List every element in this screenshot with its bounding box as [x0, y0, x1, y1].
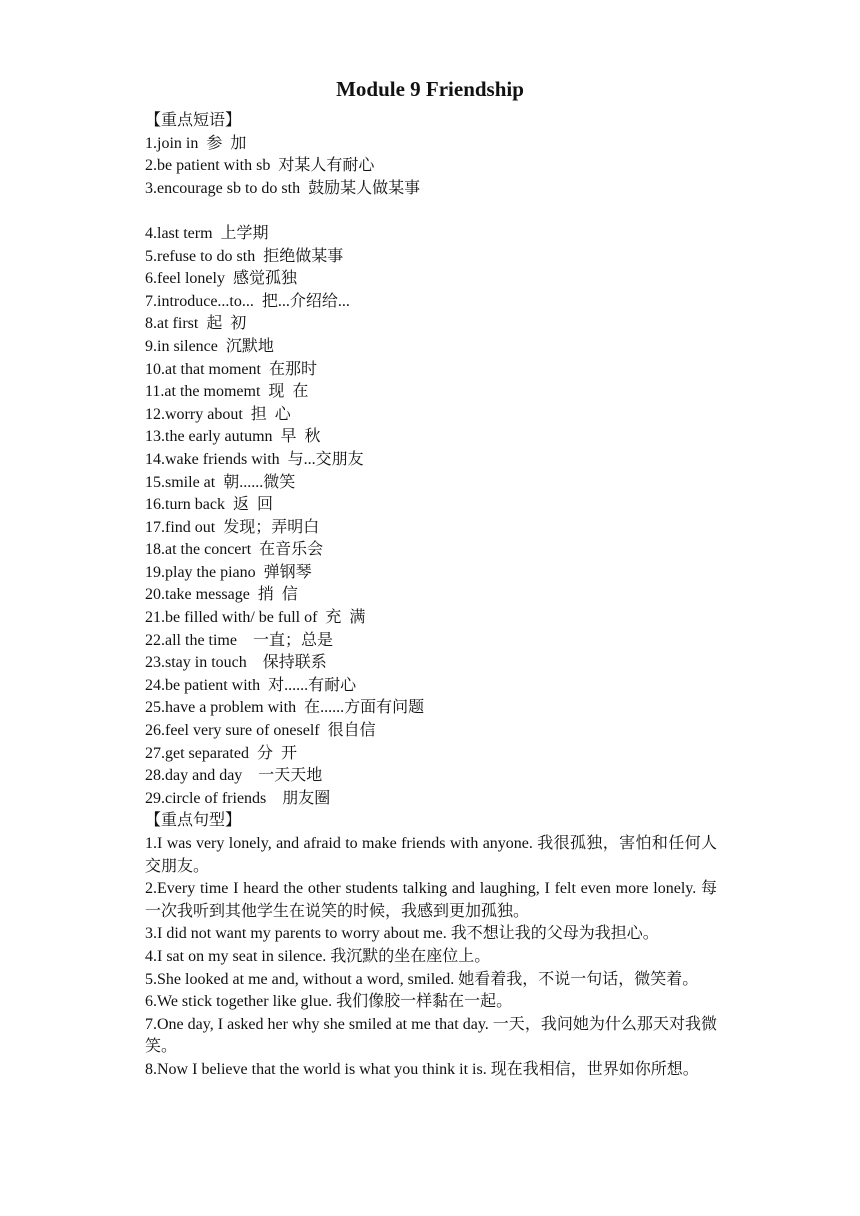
phrase-item: 5.refuse to do sth 拒绝做某事: [145, 247, 344, 265]
phrase-item: 16.turn back 返 回: [145, 496, 273, 514]
phrase-item: 1.join in 参 加: [145, 134, 247, 152]
phrase-item: 19.play the piano 弹钢琴: [145, 563, 312, 581]
phrase-item: 26.feel very sure of oneself 很自信: [145, 722, 376, 740]
phrase-item: 29.circle of friends 朋友圈: [145, 789, 331, 807]
phrase-item: 8.at first 起 初: [145, 315, 247, 333]
phrase-item: 4.last term 上学期: [145, 224, 269, 242]
phrase-item: 22.all the time 一直；总是: [145, 631, 333, 649]
phrase-item: 6.feel lonely 感觉孤独: [145, 270, 297, 288]
sentence-item: 2.Every time I heard the other students talking and laughing, I felt even more lonely. 每一次我听到其他学生在说笑的时候，我感到更加孤独。: [145, 880, 717, 920]
blank-line: [145, 200, 717, 223]
phrase-item: 18.at the concert 在音乐会: [145, 541, 324, 559]
phrase-item: 13.the early autumn 早 秋: [145, 428, 321, 446]
phrase-item: 2.be patient with sb 对某人有耐心: [145, 157, 375, 175]
phrase-item: 24.be patient with 对......有耐心: [145, 676, 357, 694]
phrase-item: 20.take message 捎 信: [145, 586, 298, 604]
sentence-item: 5.She looked at me and, without a word, smiled. 她看着我，不说一句话，微笑着。: [145, 970, 699, 988]
sentence-item: 3.I did not want my parents to worry about me. 我不想让我的父母为我担心。: [145, 925, 659, 943]
sentence-item: 6.We stick together like glue. 我们像胶一样黏在一起。: [145, 993, 513, 1011]
phrases-heading: 【重点短语】: [145, 112, 242, 129]
sentence-item: 8.Now I believe that the world is what you think it is. 现在我相信，世界如你所想。: [145, 1060, 699, 1078]
phrase-item: 25.have a problem with 在......方面有问题: [145, 699, 425, 717]
phrase-item: 14.wake friends with 与...交朋友: [145, 450, 364, 468]
sentence-item: 1.I was very lonely, and afraid to make friends with anyone. 我很孤独，害怕和任何人交朋友。: [145, 835, 717, 875]
sentences-heading: 【重点句型】: [145, 812, 242, 830]
sentence-item: 7.One day, I asked her why she smiled at me that day. 一天，我问她为什么那天对我微笑。: [145, 1015, 717, 1056]
phrase-item: 3.encourage sb to do sth 鼓励某人做某事: [145, 179, 421, 197]
phrase-item: 23.stay in touch 保持联系: [145, 654, 327, 672]
phrase-item: 11.at the momemt 现 在: [145, 383, 309, 401]
page-title: Module 9 Friendship: [336, 77, 524, 101]
document-body: [145, 110, 717, 1082]
sentence-item: 4.I sat on my seat in silence. 我沉默的坐在座位上。: [145, 947, 491, 965]
phrase-item: 9.in silence 沉默地: [145, 337, 274, 355]
phrase-item: 27.get separated 分 开: [145, 744, 297, 762]
phrase-item: 15.smile at 朝......微笑: [145, 473, 296, 491]
phrase-item: 21.be filled with/ be full of 充 满: [145, 609, 366, 627]
phrase-item: 28.day and day 一天天地: [145, 767, 323, 785]
phrase-item: 12.worry about 担 心: [145, 405, 291, 423]
phrase-item: 17.find out 发现；弄明白: [145, 518, 320, 536]
phrase-item: 7.introduce...to... 把...介绍给...: [145, 292, 350, 310]
phrase-item: 10.at that moment 在那时: [145, 360, 317, 378]
